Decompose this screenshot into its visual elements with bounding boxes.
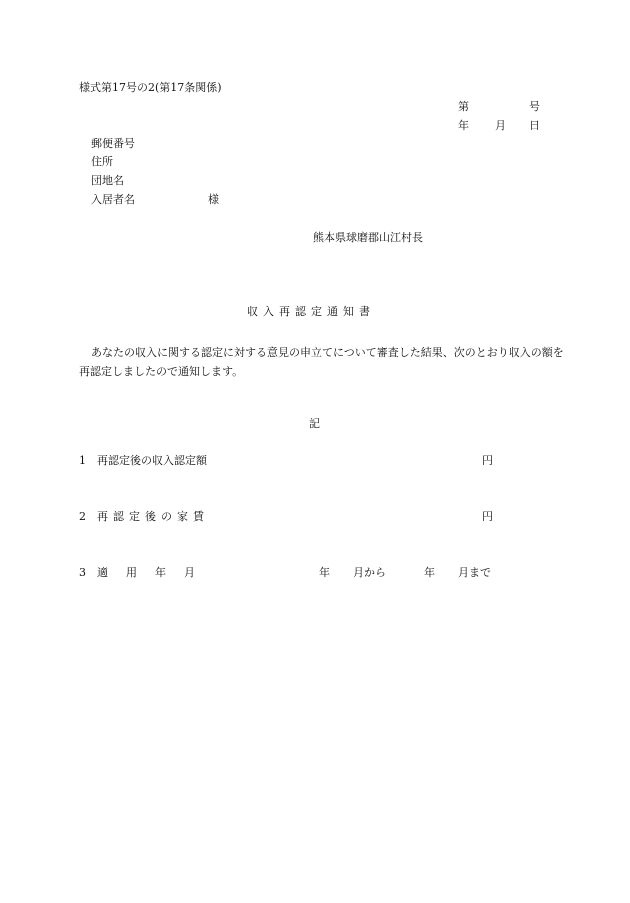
item-2-number: 2: [79, 510, 86, 523]
ki-heading: 記: [309, 417, 320, 430]
resident-name-label: 入居者名: [91, 193, 135, 206]
period-end-year: 年: [424, 566, 435, 579]
item-2-label: 再認定後の家賃: [97, 510, 209, 523]
item-1-number: 1: [79, 454, 86, 467]
doc-number-dai: 第: [458, 100, 469, 113]
body-paragraph: あなたの収入に関する認定に対する意見の申立てについて審査した結果、次のとおり収入の額を再認定しましたので通知します。: [79, 346, 564, 378]
item-3-number: 3: [79, 566, 86, 579]
period-end-month: 月まで: [458, 566, 491, 579]
document-title: 収入再認定通知書: [247, 305, 375, 318]
item-1-label: 再認定後の収入認定額: [97, 454, 207, 467]
doc-number-go: 号: [529, 100, 540, 113]
complex-name-label: 団地名: [91, 174, 124, 187]
address-label: 住所: [91, 155, 113, 168]
period-start-year: 年: [319, 566, 330, 579]
postal-code-label: 郵便番号: [91, 137, 135, 150]
item-3-label: 適用年月: [97, 566, 213, 579]
item-2-unit: 円: [482, 510, 493, 523]
honorific-sama: 様: [208, 193, 219, 206]
item-1-unit: 円: [482, 454, 493, 467]
date-year: 年: [458, 119, 469, 132]
period-start-month: 月から: [353, 566, 386, 579]
date-month: 月: [495, 119, 506, 132]
date-day: 日: [529, 119, 540, 132]
issuer-name: 熊本県球磨郡山江村長: [313, 231, 423, 244]
form-identifier: 様式第17号の2(第17条関係): [79, 81, 222, 94]
